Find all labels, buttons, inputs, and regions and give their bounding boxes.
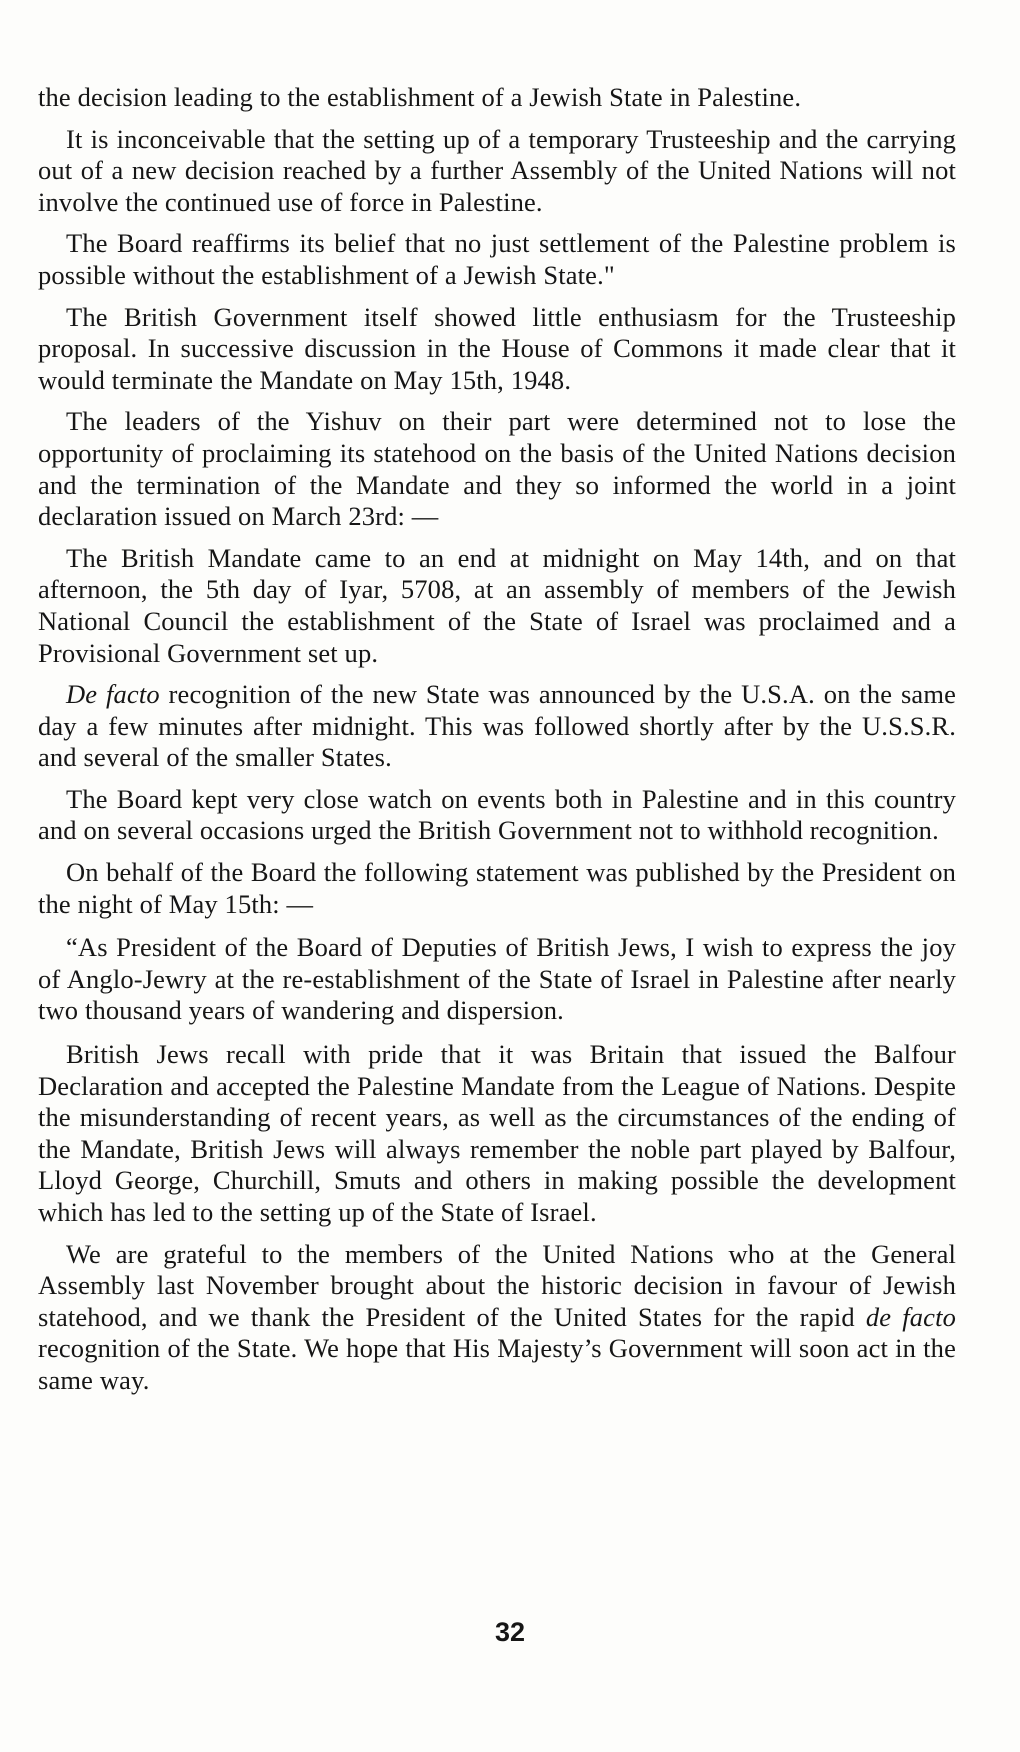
paragraph-board-reaffirms: The Board reaffirms its belief that no just settlement of the Palestine problem is possible without the establishment of a Jewish State." [38, 228, 956, 290]
italic-de-facto: De facto [66, 679, 160, 710]
paragraph-recognition-text: recognition of the new State was announced by the U.S.A. on the same day a few minutes after midnight. This was followed shortly after by the U.S.S.R. and several of the smaller States. [38, 679, 956, 773]
paragraph-continuation: the decision leading to the establishment of a Jewish State in Palestine. [38, 82, 802, 112]
paragraph-yishuv-leaders: The leaders of the Yishuv on their part were determined not to lose the opportunity of proclaiming its statehood on the basis of the United Nations decision and the termination of the Mandate and they so informed the world in a joint declaration issued on March 23rd: — [38, 406, 956, 532]
paragraph-balfour: British Jews recall with pride that it was Britain that issued the Balfour Declaration and accepted the Palestine Mandate from the League of Nations. Despite the misunderstanding of recent years, as well as the circumstances of the ending of the Mandate, British Jews will always remember the noble part played by Balfour, Lloyd George, Churchill, Smuts and others in making possible the development which has led to the setting up of the State of Israel. [38, 1039, 956, 1227]
page-number: 32 [494, 1617, 526, 1647]
paragraph-board-statement: On behalf of the Board the following statement was published by the President on the night of May 15th: — [38, 857, 956, 919]
paragraph-grateful-after: recognition of the State. We hope that His Majesty’s Government will soon act in the same way. [38, 1333, 956, 1395]
paragraph-british-government: The British Government itself showed little enthusiasm for the Trusteeship proposal. In successive discussion in the House of Commons it made clear that it would terminate the Mandate on May 15th, 1948. [38, 301, 956, 395]
paragraph-trusteeship-force: It is inconceivable that the setting up of a temporary Trusteeship and the carrying out of a new decision reached by a further Assembly of the United Nations will not involve the continued use of force in Palestine. [38, 123, 956, 217]
body-text [38, 82, 956, 1407]
paragraph-recognition [38, 679, 956, 774]
paragraph-grateful-before: We are grateful to the members of the United Nations who at the General Assembly last November brought about the historic decision in favour of Jewish statehood, and we thank the President of the United States for the rapid [38, 1238, 956, 1332]
paragraph-president-joy: “As President of the Board of Deputies of British Jews, I wish to express the joy of Anglo-Jewry at the re-establishment of the State of Israel in Palestine after nearly two thousand years of wandering and dispersion. [38, 932, 956, 1026]
paragraph-mandate-end: The British Mandate came to an end at midnight on May 14th, and on that afternoon, the 5th day of Iyar, 5708, at an assembly of members of the Jewish National Council the establishment of the State of Israel was proclaimed and a Provisional Government set up. [38, 542, 956, 668]
paragraph-grateful [38, 1239, 956, 1397]
paragraph-board-watch: The Board kept very close watch on events both in Palestine and in this country and on several occasions urged the British Government not to withhold recognition. [38, 783, 956, 846]
italic-de-facto-2: de facto [865, 1301, 956, 1332]
